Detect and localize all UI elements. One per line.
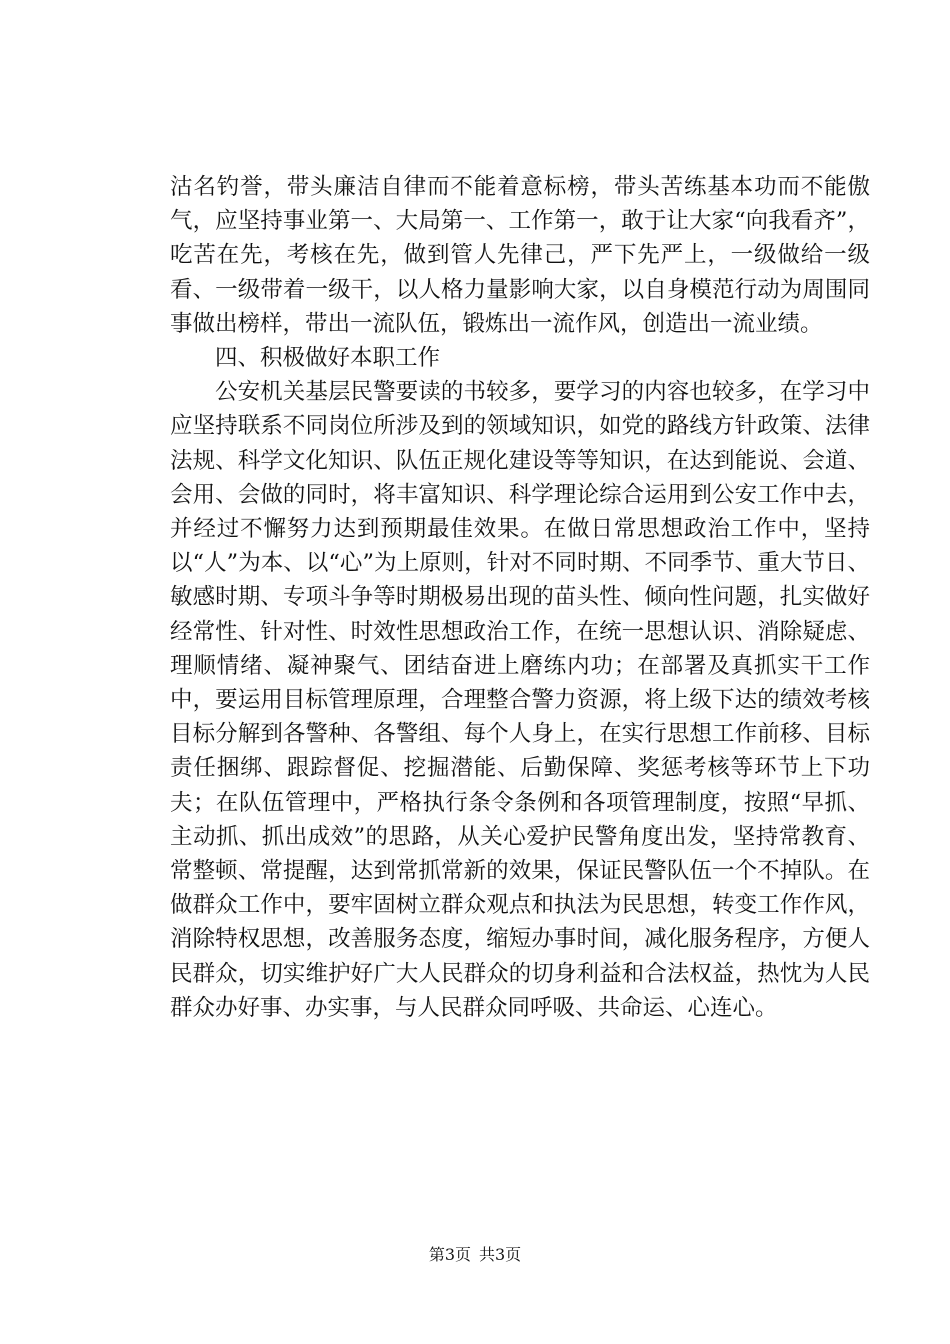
- section-heading: 四、积极做好本职工作: [215, 345, 441, 372]
- page-number: 第3页: [428, 1245, 471, 1264]
- page-footer: [0, 1244, 950, 1266]
- paragraph-main: 公安机关基层民警要读的书较多，要学习的内容也较多，在学习中应坚持联系不同岗位所涉及到的领域知识，如党的路线方针政策、法律法规、科学文化知识、队伍正规化建设等等知识，在达到能说、会道、会用、会做的同时，将丰富知识、科学理论综合运用到公安工作中去，并经过不懈努力达到预期最佳效果。在做日常思想政治工作中，坚持以“人”为本、以“心”为上原则，针对不同时期、不同季节、重大节日、敏感时期、专项斗争等时期极易出现的苗头性、倾向性问题，扎实做好经常性、针对性、时效性思想政治工作，在统一思想认识、消除疑虑、理顺情绪、凝神聚气、团结奋进上磨练内功；在部署及真抓实干工作中，要运用目标管理原理，合理整合警力资源，将上级下达的绩效考核目标分解到各警种、各警组、每个人身上，在实行思想工作前移、目标责任捆绑、跟踪督促、挖掘潜能、后勤保障、奖惩考核等环节上下功夫；在队伍管理中，严格执行条令条例和各项管理制度，按照“早抓、主动抓、抓出成效”的思路，从关心爱护民警角度出发，坚持常教育、常整顿、常提醒，达到常抓常新的效果，保证民警队伍一个不掉队。在做群众工作中，要牢固树立群众观点和执法为民思想，转变工作作风，消除特权思想，改善服务态度，缩短办事时间，减化服务程序，方便人民群众，切实维护好广大人民群众的切身利益和合法权益，热忱为人民群众办好事、办实事，与人民群众同呼吸、共命运、心连心。: [170, 379, 870, 1021]
- document-body: [170, 170, 870, 1025]
- paragraph-continuation: 沽名钓誉，带头廉洁自律而不能着意标榜，带头苦练基本功而不能傲气，应坚持事业第一、大局第一、工作第一，敢于让大家“向我看齐”，吃苦在先，考核在先，做到管人先律己，严下先严上，一级做给一级看、一级带着一级干，以人格力量影响大家，以自身模范行动为周围同事做出榜样，带出一流队伍，锻炼出一流作风，创造出一流业绩。: [170, 174, 870, 337]
- page-total: 共3页: [479, 1245, 522, 1264]
